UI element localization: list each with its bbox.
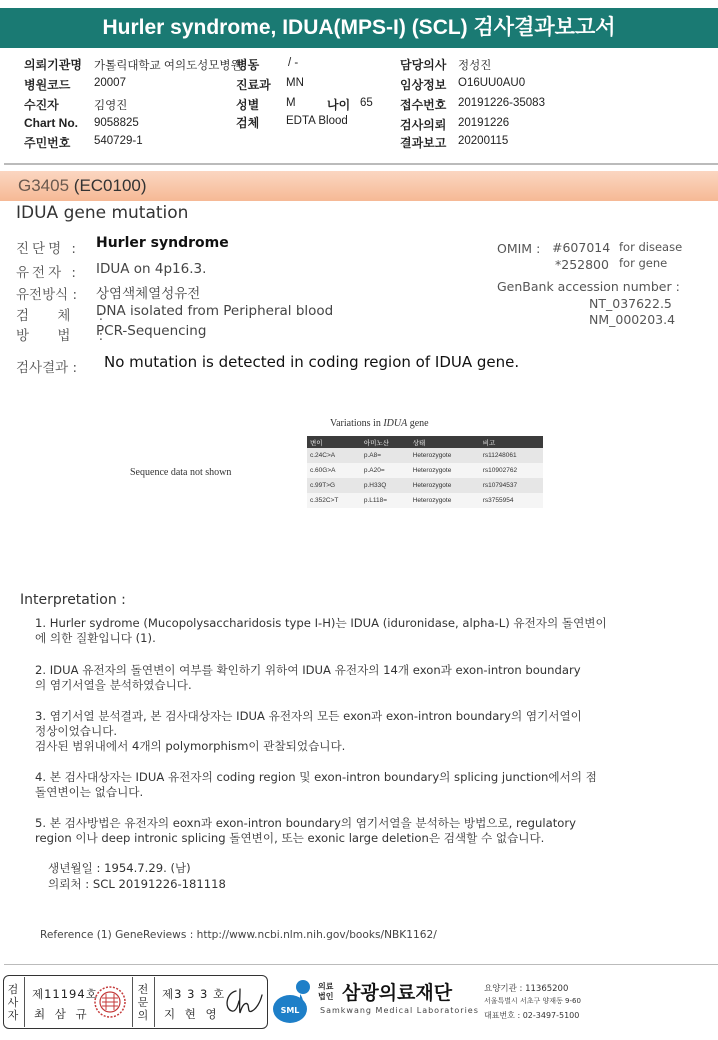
chart-value: 9058825 xyxy=(94,117,139,129)
tester-char: 자 xyxy=(7,1009,19,1022)
test-name: IDUA gene mutation xyxy=(16,203,189,223)
interpretation-p4-line2: 돌연변이는 없습니다. xyxy=(35,785,144,799)
contact-phone: 대표번호 : 02-3497-5100 xyxy=(484,1011,580,1020)
omim-2-note: for gene xyxy=(619,256,668,270)
tester-name: 최 삼 규 xyxy=(34,1007,90,1021)
result-value: No mutation is detected in coding region of IDUA gene. xyxy=(104,353,520,371)
omim-1: #607014 xyxy=(552,240,611,255)
test-code-sub: (EC0100) xyxy=(73,176,147,195)
table-cell: rs11248061 xyxy=(480,448,543,463)
dna-specimen-label: 검 체 : xyxy=(16,308,116,324)
institution-value: 가톨릭대학교 여의도성모병원 xyxy=(94,60,242,72)
test-code-main: G3405 xyxy=(18,176,70,195)
report-title: Hurler syndrome, IDUA(MPS-I) (SCL) 검사결과보고서 xyxy=(0,8,718,48)
variations-title-prefix: Variations in xyxy=(330,418,384,429)
omim-label: OMIM : xyxy=(497,241,541,256)
institution-label: 의뢰기관명 xyxy=(24,58,82,72)
variations-header-cell: 상태 xyxy=(410,436,480,448)
tester-license: 제11194호 xyxy=(32,987,98,1001)
signature-divider xyxy=(154,977,155,1027)
interpretation-p5-line1: 5. 본 검사방법은 유전자의 eoxn과 exon-intron boundary의 염기서열을 분석하는 방법으로, regulatory xyxy=(35,816,576,830)
report-date-label: 결과보고 xyxy=(400,136,447,150)
footer-divider xyxy=(4,964,718,965)
result-label: 검사결과 : xyxy=(16,360,78,376)
specialist-name: 지 현 영 xyxy=(164,1007,220,1021)
org-prefix xyxy=(318,982,333,1002)
signature-icon xyxy=(222,985,264,1019)
chart-label: Chart No. xyxy=(24,116,78,130)
tester-seal-icon xyxy=(93,983,127,1021)
test-code xyxy=(18,176,147,196)
signature-divider xyxy=(132,977,133,1027)
department-label: 진료과 xyxy=(236,78,271,92)
contact-address: 서울특별시 서초구 양재동 9-60 xyxy=(484,997,581,1005)
table-cell: Heterozygote xyxy=(410,448,480,463)
doctor-value: 정성진 xyxy=(458,60,492,72)
org-prefix-2: 법인 xyxy=(318,992,334,1001)
variations-title xyxy=(330,418,429,429)
genbank-label: GenBank accession number : xyxy=(497,279,680,294)
interpretation-p3-line2: 정상이었습니다. xyxy=(35,724,118,738)
specialist-char: 의 xyxy=(137,1009,149,1022)
report-date-value: 20200115 xyxy=(458,135,509,147)
hospital-code-label: 병원코드 xyxy=(24,78,71,92)
interpretation-heading: Interpretation : xyxy=(20,592,126,608)
variations-title-gene: IDUA xyxy=(383,418,408,429)
department-value: MN xyxy=(286,77,304,89)
table-cell: c.24C>A xyxy=(307,448,361,463)
header-divider xyxy=(4,163,718,165)
ward-label: 병동 xyxy=(236,58,260,72)
signature-divider xyxy=(24,977,25,1027)
table-cell: c.352C>T xyxy=(307,493,361,508)
table-cell: p.H33Q xyxy=(361,478,410,493)
table-row xyxy=(307,478,543,493)
method-value: PCR-Sequencing xyxy=(96,323,207,339)
sml-logo-icon xyxy=(270,977,316,1027)
specialist-char: 전 xyxy=(137,983,149,996)
hospital-code-value: 20007 xyxy=(94,77,126,89)
sequence-note: Sequence data not shown xyxy=(130,467,232,478)
omim-2: *252800 xyxy=(555,257,609,272)
patient-label: 수진자 xyxy=(24,98,59,112)
method-label: 방 법 : xyxy=(16,328,116,344)
variations-table xyxy=(307,436,543,508)
interpretation-p3-line3: 검사된 범위내에서 4개의 polymorphism이 관찰되었습니다. xyxy=(35,739,346,753)
rrn-label: 주민번호 xyxy=(24,136,71,150)
age-value: 65 xyxy=(360,97,373,109)
diagnosis-label: 진단명 : xyxy=(16,241,79,257)
specimen-label: 검체 xyxy=(236,116,260,130)
table-cell: Heterozygote xyxy=(410,478,480,493)
receipt-value: 20191226-35083 xyxy=(458,97,545,109)
contact-code: 요양기관 : 11365200 xyxy=(484,984,569,994)
interpretation-p2-line2: 의 염기서열을 분석하였습니다. xyxy=(35,678,192,692)
sml-logo-text: SML xyxy=(280,1006,300,1015)
variations-header-cell: 비고 xyxy=(480,436,543,448)
doctor-label: 담당의사 xyxy=(400,58,447,72)
sex-label: 성별 xyxy=(236,98,260,112)
table-cell: rs10794537 xyxy=(480,478,543,493)
rrn-value: 540729-1 xyxy=(94,135,143,147)
receipt-label: 접수번호 xyxy=(400,98,447,112)
tester-label xyxy=(6,983,20,1022)
org-prefix-1: 의료 xyxy=(318,982,334,991)
specialist-char: 문 xyxy=(137,996,149,1009)
omim-1-note: for disease xyxy=(619,240,683,254)
gene-label: 유전자 : xyxy=(16,265,79,281)
reference: Reference (1) GeneReviews : http://www.ncbi.nlm.nih.gov/books/NBK1162/ xyxy=(40,929,437,941)
specialist-label xyxy=(136,983,150,1022)
clinical-info-value: O16UU0AU0 xyxy=(458,77,526,89)
tester-char: 사 xyxy=(7,996,19,1009)
sex-value: M xyxy=(286,97,296,109)
table-cell: Heterozygote xyxy=(410,493,480,508)
table-cell: p.L118= xyxy=(361,493,410,508)
table-cell: c.99T>G xyxy=(307,478,361,493)
variations-header-cell: 아미노산 xyxy=(361,436,410,448)
dna-specimen-value: DNA isolated from Peripheral blood xyxy=(96,303,334,319)
variations-header-cell: 변이 xyxy=(307,436,361,448)
table-cell: p.A8= xyxy=(361,448,410,463)
interpretation-p5-line2: region 이나 deep intronic splicing 돌연변이, 또는 exonic large deletion은 검색할 수 없습니다. xyxy=(35,831,545,845)
interpretation-p3-line1: 3. 염기서열 분석결과, 본 검사대상자는 IDUA 유전자의 모든 exon과 exon-intron boundary의 염기서열이 xyxy=(35,709,582,723)
genbank-2: NM_000203.4 xyxy=(589,312,676,327)
table-cell: p.A20= xyxy=(361,463,410,478)
gene-value: IDUA on 4p16.3. xyxy=(96,261,207,277)
interpretation-p4-line1: 4. 본 검사대상자는 IDUA 유전자의 coding region 및 exon-intron boundary의 splicing junction에서의 점 xyxy=(35,770,597,784)
variations-title-suffix: gene xyxy=(407,418,429,429)
org-name: 삼광의료재단 xyxy=(342,982,453,1004)
birth-date: 생년월일 : 1954.7.29. (남) xyxy=(48,861,191,875)
interpretation-p1-line1: 1. Hurler sydrome (Mucopolysaccharidosis type I-H)는 IDUA (iduronidase, alpha-L) 유전자의 돌연변이 xyxy=(35,616,607,630)
interpretation-p2-line1: 2. IDUA 유전자의 돌연변이 여부를 확인하기 위하여 IDUA 유전자의 14개 exon과 exon-intron boundary xyxy=(35,663,581,677)
tester-char: 검 xyxy=(7,983,19,996)
table-cell: c.60G>A xyxy=(307,463,361,478)
clinical-info-label: 임상정보 xyxy=(400,78,447,92)
specimen-value: EDTA Blood xyxy=(286,115,348,127)
interpretation-p1-line2: 에 의한 질환입니다 (1). xyxy=(35,631,156,645)
inheritance-value: 상염색체열성유전 xyxy=(96,286,201,302)
table-row xyxy=(307,493,543,508)
age-label: 나이 xyxy=(327,98,351,112)
variations-header-row xyxy=(307,436,543,448)
table-cell: rs10902762 xyxy=(480,463,543,478)
table-row xyxy=(307,463,543,478)
request-label: 검사의뢰 xyxy=(400,118,447,132)
specialist-license: 제3 3 3 호 xyxy=(162,987,226,1001)
inheritance-label: 유전방식 : xyxy=(16,287,78,303)
request-value: 20191226 xyxy=(458,117,510,129)
table-cell: rs3755954 xyxy=(480,493,543,508)
table-row xyxy=(307,448,543,463)
referral-number: 의뢰처 : SCL 20191226-181118 xyxy=(48,877,226,891)
ward-value: / - xyxy=(288,57,299,69)
genbank-1: NT_037622.5 xyxy=(589,296,672,311)
diagnosis-value: Hurler syndrome xyxy=(96,235,229,251)
table-cell: Heterozygote xyxy=(410,463,480,478)
org-name-en: Samkwang Medical Laboratories xyxy=(320,1006,479,1015)
patient-value: 김영진 xyxy=(94,100,128,112)
